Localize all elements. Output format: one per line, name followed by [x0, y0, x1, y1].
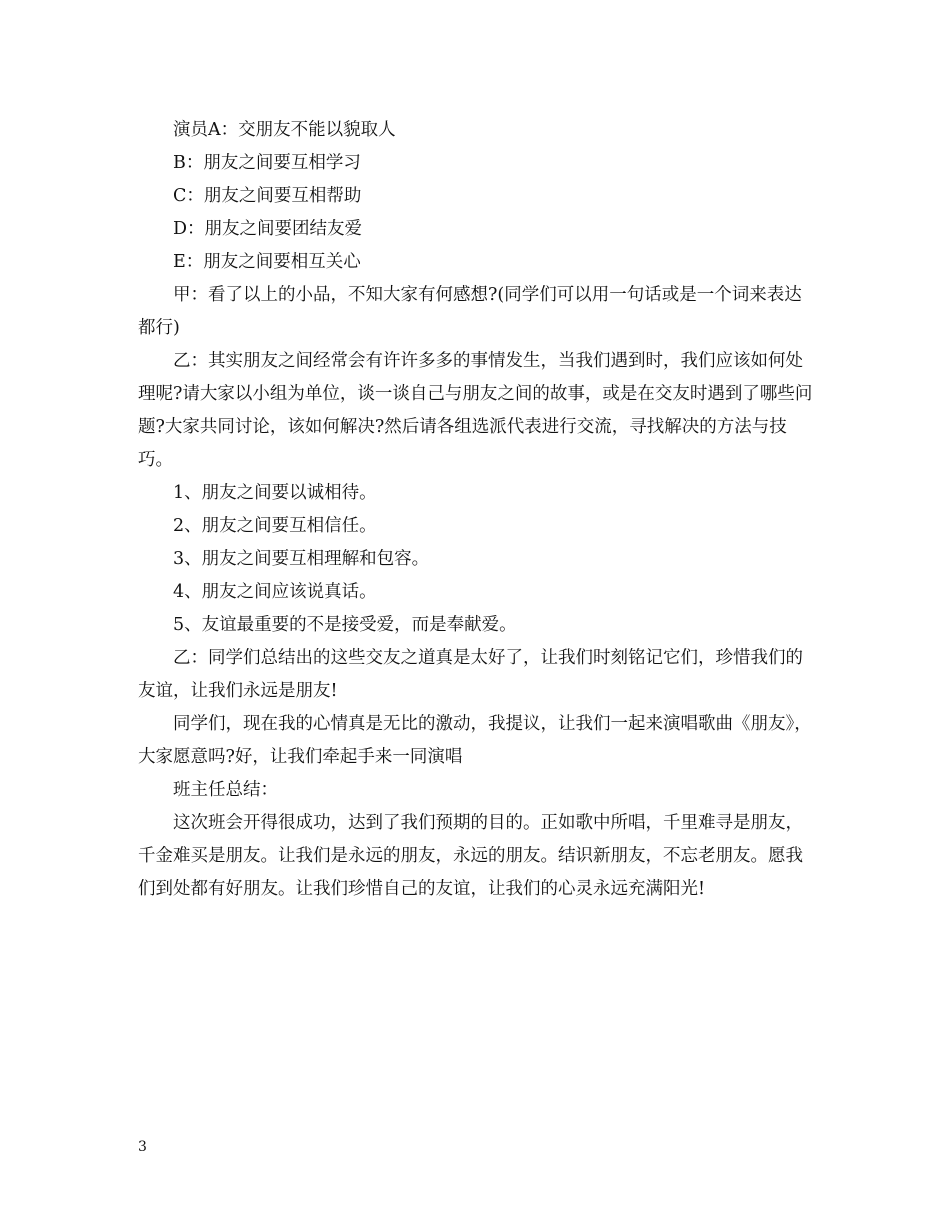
- paragraph-teacher-summary: 这次班会开得很成功，达到了我们预期的目的。正如歌中所唱，千里难寻是朋友，千金难买是朋友。让我们是永远的朋友，永远的朋友。结识新朋友，不忘老朋友。愿我们到处都有好朋友。让我们珍惜自己的友谊，让我们的心灵永远充满阳光!: [138, 813, 803, 899]
- paragraph-actor-d: D：朋友之间要团结友爱: [173, 219, 363, 239]
- paragraph-actor-a: 演员A：交朋友不能以貌取人: [173, 120, 396, 140]
- page-number: 3: [138, 1139, 147, 1155]
- paragraph-actor-e: E：朋友之间要相互关心: [173, 252, 361, 272]
- list-item-4: 4、朋友之间应该说真话。: [173, 582, 377, 602]
- list-item-5: 5、友谊最重要的不是接受爱，而是奉献爱。: [173, 615, 517, 635]
- paragraph-yi-summary: 乙：同学们总结出的这些交友之道真是太好了，让我们时刻铭记它们，珍惜我们的友谊，让我们永远是朋友!: [138, 648, 803, 701]
- document-body: [138, 114, 818, 906]
- list-item-3: 3、朋友之间要互相理解和包容。: [173, 549, 430, 569]
- paragraph-actor-c: C：朋友之间要互相帮助: [173, 186, 362, 206]
- paragraph-jia-question: 甲：看了以上的小品，不知大家有何感想?(同学们可以用一句话或是一个词来表达都行): [138, 285, 802, 338]
- paragraph-song-invitation: 同学们，现在我的心情真是无比的激动，我提议，让我们一起来演唱歌曲《朋友》，大家愿意吗?好，让我们牵起手来一同演唱: [138, 714, 812, 767]
- paragraph-yi-discussion: 乙：其实朋友之间经常会有许许多多的事情发生，当我们遇到时，我们应该如何处理呢?请大家以小组为单位，谈一谈自己与朋友之间的故事，或是在交友时遇到了哪些问题?大家共同讨论，该如何解决?然后请各组选派代表进行交流，寻找解决的方法与技巧。: [138, 351, 813, 470]
- list-item-2: 2、朋友之间要互相信任。: [173, 516, 377, 536]
- paragraph-teacher-summary-heading: 班主任总结：: [173, 780, 278, 800]
- list-item-1: 1、朋友之间要以诚相待。: [173, 483, 377, 503]
- paragraph-actor-b: B：朋友之间要互相学习: [173, 153, 361, 173]
